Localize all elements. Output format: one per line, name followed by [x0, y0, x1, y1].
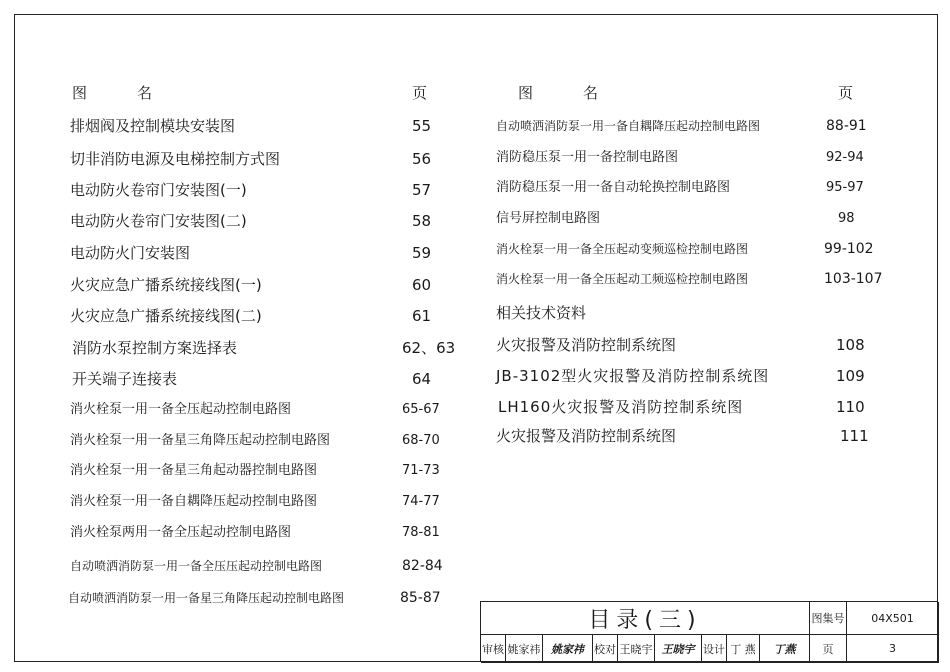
designer-signature: 丁燕	[760, 635, 810, 663]
designer-name: 丁 燕	[727, 635, 760, 663]
name-header: 图名	[72, 84, 203, 102]
drawing-title: 目录(三)	[481, 602, 810, 635]
page-number: 3	[847, 635, 939, 663]
design-label: 设计	[702, 635, 727, 663]
reviewer-name: 姚家祎	[506, 635, 543, 663]
page-header: 页	[838, 84, 854, 102]
name-header: 图名	[518, 84, 649, 102]
title-block	[480, 601, 938, 662]
review-label: 审核	[481, 635, 506, 663]
reviewer-signature: 姚家祎	[543, 635, 593, 663]
atlas-label: 图集号	[810, 602, 847, 635]
checker-name: 王晓宇	[618, 635, 655, 663]
check-label: 校对	[593, 635, 618, 663]
checker-signature: 王晓宇	[655, 635, 702, 663]
page-header: 页	[412, 84, 428, 102]
page-label: 页	[810, 635, 847, 663]
atlas-number: 04X501	[847, 602, 939, 635]
